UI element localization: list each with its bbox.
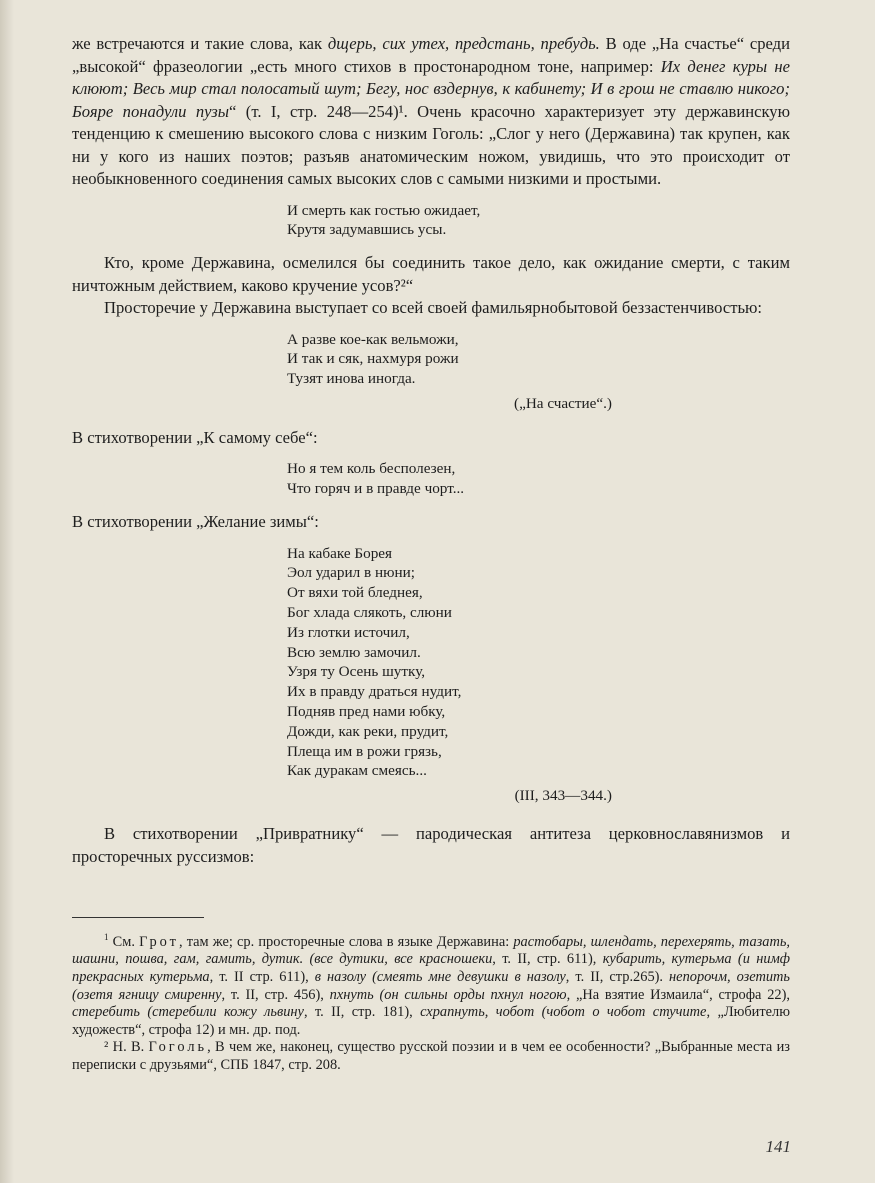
poem-line: И так и сяк, нахмуря рожи: [287, 350, 459, 368]
footnote-1: $^1$ См. Грот, там же; ср. просторечные слова в языке Державина: растобары, шлендать, перехерять, тазать, шашни, пошва, гам, гамить, дутик. (все дутики, все красношеки, т. II, стр. 611), кубарить, кутерьма (и нимф прекрасных кутерьма, т. II стр. 611), в назолу (смеять мне девушки в назолу, т. II, стр.265). непорочм, озетить (озетя ягницу смиренну, т. II, стр. 456), пхнуть (он сильны орды пхнул ногою, „На взятие Измаила“, строфа 22), стеребить (стеребили кожу львину, т. II, стр. 181), схрапнуть, чобот (чобот о чобот стучите, „Любителю художеств“, строфа 12) и мн. др. под.: [72, 932, 791, 1038]
poem-quote-3: [287, 459, 790, 499]
paragraph-5: В стихотворении „Желание зимы“:: [72, 512, 319, 532]
poem-line: От вяхи той бледнея,: [287, 584, 423, 602]
poem-line: Эол ударил в нюни;: [287, 564, 415, 582]
footnote-marker: ²: [104, 1039, 109, 1056]
poem-line: Но я тем коль бесполезен,: [287, 460, 456, 478]
poem-quote-4: [287, 544, 790, 782]
poem-source-2: („На счастие“.): [514, 394, 612, 412]
poem-line: Плеща им в рожи грязь,: [287, 742, 442, 760]
poem-line: Всю землю замочил.: [287, 643, 421, 661]
poem-line: На кабаке Борея: [287, 544, 393, 562]
page-number: 141: [765, 1137, 791, 1156]
italic-examples-2: Их денег куры не клюют; Весь мир стал полосатый шут; Бегу, нос вздернув, к кабинету; И в грош не ставлю никого; Бояре понадули пузы: [72, 56, 790, 121]
footnote-rule: [72, 917, 204, 918]
poem-quote-2: [287, 330, 790, 389]
poem-source-4: (III, 343—344.): [514, 787, 612, 805]
paragraph-3: Просторечие у Державина выступает со всей своей фамильярнобытовой беззастенчивостью:: [104, 298, 763, 318]
poem-line: Как дуракам смеясь...: [287, 762, 427, 780]
poem-line: Их в правду драться нудит,: [287, 683, 462, 701]
poem-line: Бог хлада слякоть, слюни: [287, 603, 452, 621]
poem-line: Что горяч и в правде чорт...: [287, 480, 465, 498]
author-name: Гоголь: [148, 1039, 208, 1056]
poem-line: Дожди, как реки, прудит,: [287, 722, 449, 740]
binding-shadow: [0, 0, 14, 1183]
poem-line: Из глотки источил,: [287, 623, 410, 641]
paragraph-2: Кто, кроме Державина, осмелился бы соединить такое дело, как ожидание смерти, с таким ничтожным действием, каково кручение усов?²“: [72, 253, 790, 295]
poem-line: Тузят инова иногда.: [287, 370, 416, 388]
paragraph-4: В стихотворении „К самому себе“:: [72, 427, 318, 447]
main-text: [72, 33, 790, 868]
poem-line: Узря ту Осень шутку,: [287, 663, 426, 681]
poem-line: И смерть как гостью ожидает,: [287, 201, 481, 219]
paragraph-1: же встречаются и такие слова, как дщерь, сих утех, предстань, пребудь. В оде „На счастье“ среди „высокой“ фразеологии „есть много стихов в простонародном тоне, например: Их денег куры не клюют; Весь мир стал полосатый шут; Бегу, нос вздернув, к кабинету; И в грош не ставлю никого; Бояре понадули пузы“ (т. I, стр. 248—254)¹. Очень красочно характеризует эту державинскую тенденцию к смешению высокого слова с низким Гоголь: „Слог у него (Державина) так крупен, как ни у кого из наших поэтов; разъяв анатомическим ножом, увидишь, что это происходит от необыкновенного соединения самых высоких слов с самыми низкими и простыми.: [72, 34, 790, 188]
italic-examples-1: дщерь, сих утех, предстань, пребудь.: [327, 34, 600, 53]
footnote-marker: 1: [104, 932, 109, 942]
author-name: Грот: [139, 933, 179, 950]
paragraph-6: В стихотворении „Привратнику“ — пародическая антитеза церковнославянизмов и просторечных руссизмов:: [72, 824, 790, 866]
spacer: [72, 807, 790, 823]
footnotes: [72, 929, 790, 1075]
poem-quote-1: [287, 201, 790, 241]
poem-line: Крутя задумавшись усы.: [287, 221, 447, 239]
footnote-2: ² Н. В. Гоголь, В чем же, наконец, существо русской поэзии и в чем ее особенности? „Выбранные места из переписки с друзьями“, СПБ 1847, стр. 208.: [72, 1039, 790, 1073]
poem-line: Подняв пред нами юбку,: [287, 702, 446, 720]
poem-line: А разве кое-как вельможи,: [287, 330, 459, 348]
